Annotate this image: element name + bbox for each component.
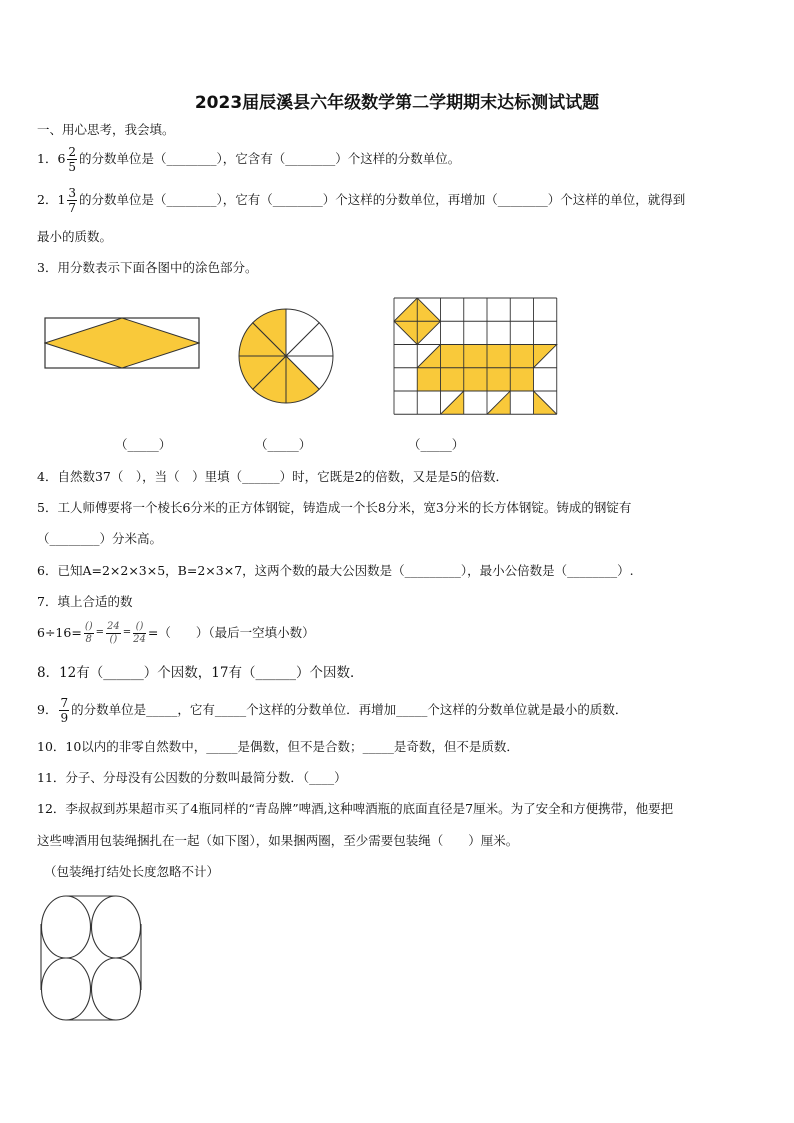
- q1-number: 1．: [37, 151, 58, 166]
- bottle-bottom-left: [42, 958, 91, 1020]
- q2-denominator: 7: [68, 200, 77, 215]
- question-8: 8．12有（______）个因数，17有（______）个因数．: [37, 665, 364, 681]
- q3-blank-1: （_____）: [115, 437, 172, 452]
- q7-prefix: 6÷16=: [37, 625, 82, 640]
- q7-fraction-2: [106, 622, 121, 645]
- q7-f1-numerator: (): [84, 620, 93, 632]
- question-4: 4．自然数37（ ），当（ ）里填（______）时，它既是2的倍数，又是是5的倍数．: [37, 469, 509, 484]
- q12-continuation: 这些啤酒用包装绳捆扎在一起（如下图），如果捆两圈，至少需要包装绳（ ）厘米。: [37, 833, 519, 848]
- q7-equals-2: =: [122, 627, 132, 638]
- q9-numerator: 7: [60, 695, 69, 710]
- question-1: [37, 142, 460, 176]
- figure-bottle-bundle: [38, 894, 144, 1022]
- bottle-top-right: [92, 896, 141, 958]
- question-3: 3．用分数表示下面各图中的涂色部分。: [37, 260, 258, 275]
- question-5: 5．工人师傅要将一个棱长6分米的正方体钢锭，铸造成一个长8分米，宽3分米的长方体钢锭。铸成的钢锭有: [37, 500, 632, 515]
- bottle-bottom-right: [92, 958, 141, 1020]
- q2-number: 2．: [37, 192, 58, 207]
- q9-number: 9．: [37, 702, 58, 717]
- question-2: [37, 183, 685, 217]
- q7-fraction-1: [84, 622, 94, 645]
- q12-note: （包装绳打结处长度忽略不计）: [44, 864, 220, 879]
- figure-rectangle-rhombus: [44, 317, 200, 369]
- question-12: 12．李叔叔到苏果超市买了4瓶同样的“青岛牌”啤酒,这种啤酒瓶的底面直径是7厘米。为了安全和方便携带，他要把: [37, 801, 674, 816]
- q9-text: 的分数单位是_____，它有_____个这样的分数单位．再增加_____个这样的分数单位就是最小的质数．: [71, 702, 628, 717]
- q7-f1-denominator: 8: [85, 633, 92, 645]
- q7-f3-numerator: (): [133, 622, 146, 634]
- q3-blank-3: （_____）: [408, 437, 465, 452]
- question-7: 7．填上合适的数: [37, 594, 133, 609]
- q7-fraction-3: [133, 622, 146, 645]
- q7-equation: [37, 614, 315, 652]
- q7-f3-denominator: 24: [133, 633, 146, 645]
- question-9: [37, 693, 627, 727]
- q2-numerator: 3: [68, 185, 77, 200]
- figure-circle-sectors: [237, 307, 335, 405]
- q1-fraction: [67, 146, 77, 173]
- q7-f2-numerator: 24: [107, 620, 120, 632]
- q1-numerator: 2: [68, 144, 77, 159]
- question-11: 11．分子、分母没有公因数的分数叫最简分数．（____）: [37, 770, 347, 785]
- question-6: 6．已知A=2×2×3×5，B=2×3×7，这两个数的最大公因数是（_________），最小公倍数是（________）.: [37, 563, 634, 578]
- q2-text: 的分数单位是（________），它有（________）个这样的分数单位，再增加（________）个这样的单位，就得到: [79, 192, 686, 207]
- q2-fraction: [67, 187, 77, 214]
- q1-denominator: 5: [68, 159, 77, 174]
- q1-text: 的分数单位是（________），它含有（________）个这样的分数单位。: [79, 151, 461, 166]
- section-heading: 一、用心思考，我会填。: [37, 122, 175, 137]
- q3-blank-2: （_____）: [255, 437, 312, 452]
- q2-whole: 1: [57, 192, 66, 207]
- q9-denominator: 9: [60, 710, 69, 725]
- bottle-top-left: [42, 896, 91, 958]
- q2-continuation: 最小的质数。: [37, 229, 113, 244]
- q1-whole: 6: [57, 151, 66, 166]
- question-10: 10．10以内的非零自然数中，_____是偶数，但不是合数；_____是奇数，但不是质数．: [37, 739, 519, 754]
- q9-fraction: [59, 697, 69, 724]
- q7-f2-denominator: (): [109, 633, 118, 645]
- q7-suffix: =（ ）（最后一空填小数）: [147, 625, 315, 640]
- q5-continuation: （________）分米高。: [37, 531, 163, 546]
- q7-equals-1: =: [95, 627, 105, 638]
- page-title: 2023届辰溪县六年级数学第二学期期末达标测试试题: [194, 93, 600, 113]
- figure-grid-shape: [393, 297, 559, 417]
